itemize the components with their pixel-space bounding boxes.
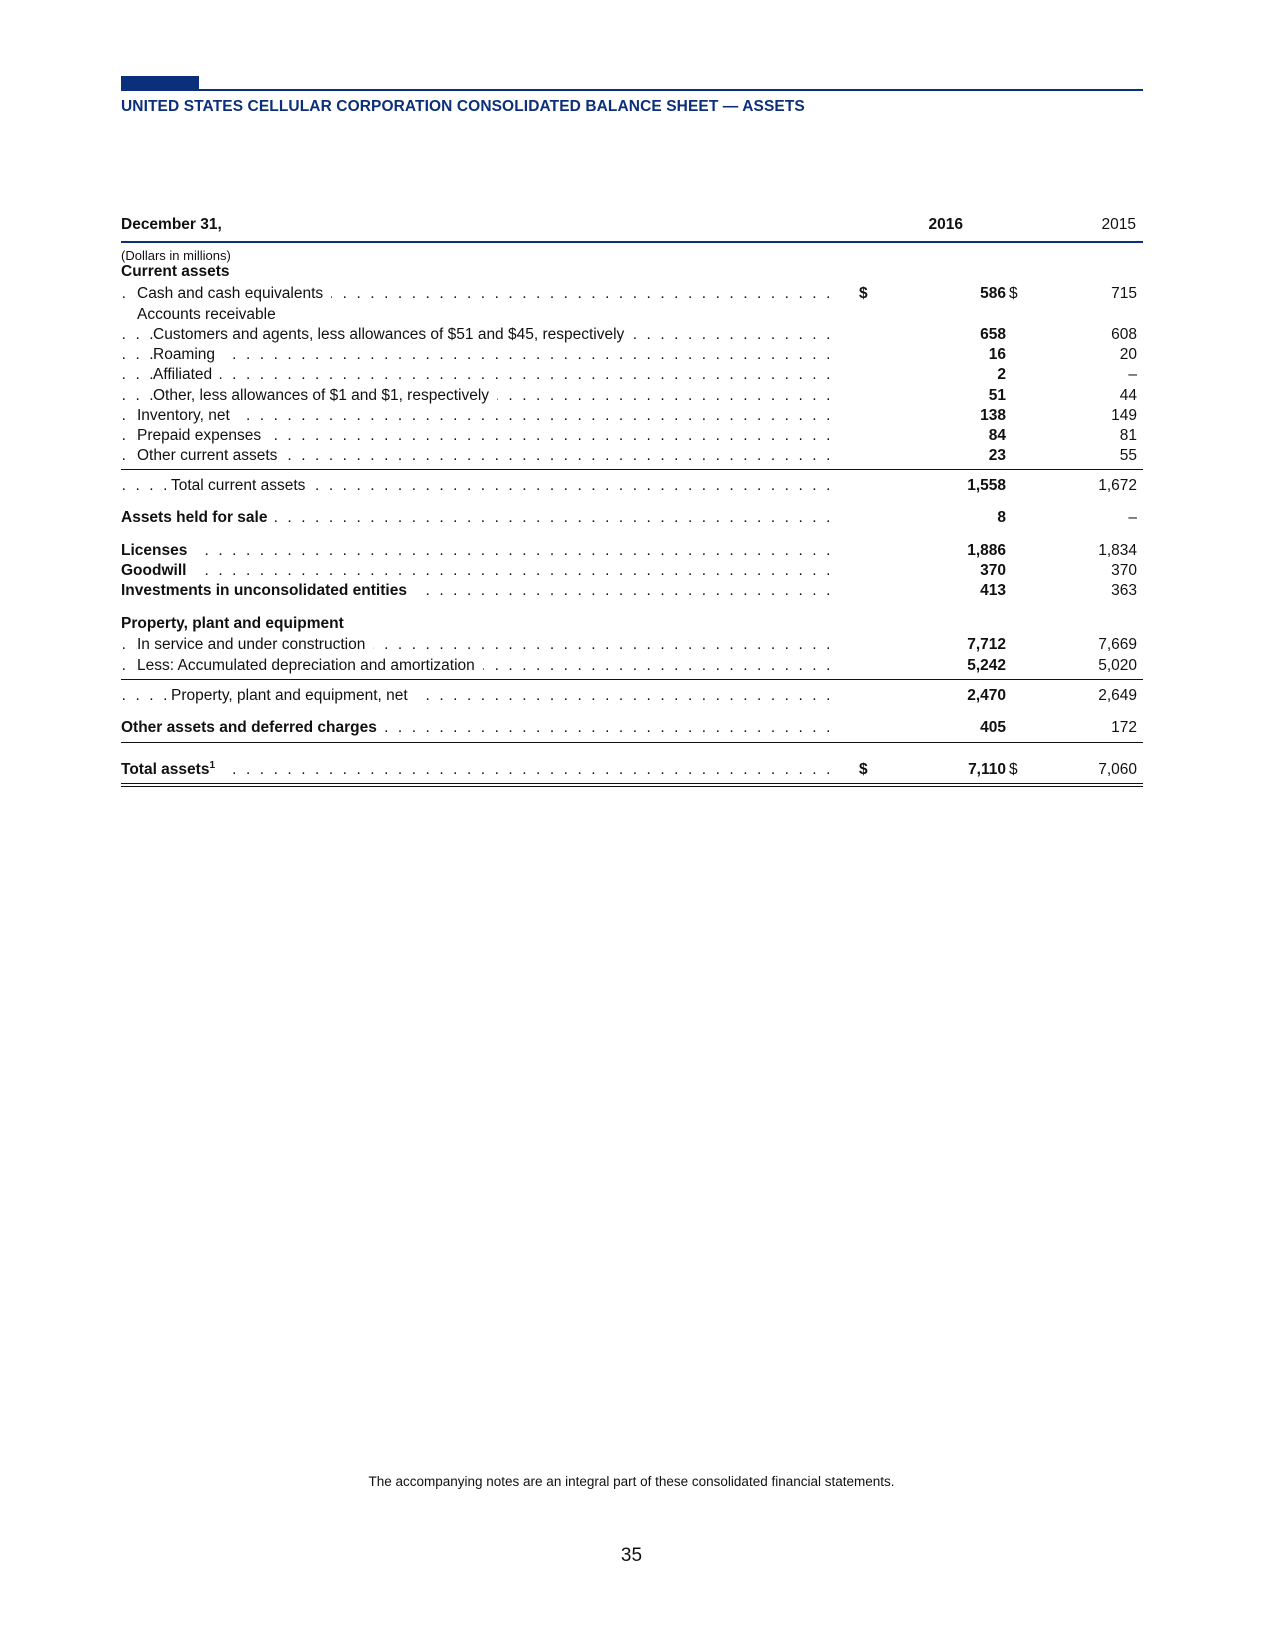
subtotal-rule xyxy=(121,469,1143,470)
footnote-mark: 1 xyxy=(209,760,216,771)
value-2016: 658 xyxy=(980,326,1006,343)
row-label: Investments in unconsolidated entities xyxy=(121,582,415,599)
value-2016: 1,558 xyxy=(967,477,1006,494)
table-row xyxy=(121,760,1143,780)
header-rule xyxy=(121,89,1143,91)
row-label: In service and under construction xyxy=(137,636,373,653)
currency-symbol: $ xyxy=(1009,761,1018,778)
row-label: Inventory, net xyxy=(137,407,238,424)
value-2016: 7,712 xyxy=(967,636,1006,653)
column-header-2015: 2015 xyxy=(1101,216,1136,233)
value-2015: – xyxy=(1128,366,1137,383)
value-2016: 370 xyxy=(980,562,1006,579)
double-rule-bottom xyxy=(121,786,1143,787)
table-row xyxy=(121,446,1143,466)
value-2016: 16 xyxy=(988,346,1006,363)
units-note: (Dollars in millions) xyxy=(121,248,231,263)
header-accent-block xyxy=(121,76,199,90)
row-label: Accounts receivable xyxy=(137,306,284,323)
value-2015: 1,672 xyxy=(1098,477,1137,494)
page-title: UNITED STATES CELLULAR CORPORATION CONSOLIDATED BALANCE SHEET — ASSETS xyxy=(121,98,805,115)
value-2015: 44 xyxy=(1119,387,1137,404)
value-2015: 363 xyxy=(1111,582,1137,599)
row-label: Roaming xyxy=(153,346,223,363)
value-2015: 7,669 xyxy=(1098,636,1137,653)
date-column-label: December 31, xyxy=(121,216,222,233)
value-2016: 413 xyxy=(980,582,1006,599)
row-label: Other assets and deferred charges xyxy=(121,719,385,736)
value-2016: 2 xyxy=(997,366,1006,383)
currency-symbol: $ xyxy=(859,285,868,302)
ppe-heading: Property, plant and equipment xyxy=(121,615,344,632)
value-2015: 1,834 xyxy=(1098,542,1137,559)
value-2016: 84 xyxy=(988,427,1006,444)
table-row xyxy=(121,406,1143,426)
row-label: Total current assets xyxy=(171,477,313,494)
page-number: 35 xyxy=(620,1545,643,1566)
value-2016: 2,470 xyxy=(967,687,1006,704)
table-row xyxy=(121,305,1143,325)
value-2016: 23 xyxy=(988,447,1006,464)
row-label: Other current assets xyxy=(137,447,285,464)
value-2015: 7,060 xyxy=(1098,761,1137,778)
value-2016: 8 xyxy=(997,509,1006,526)
current-assets-heading: Current assets xyxy=(121,263,230,280)
value-2016: 5,242 xyxy=(967,657,1006,674)
value-2016: 7,110 xyxy=(968,761,1006,778)
currency-symbol: $ xyxy=(1009,285,1018,302)
value-2015: 5,020 xyxy=(1098,657,1137,674)
value-2015: 20 xyxy=(1119,346,1137,363)
column-header-2016: 2016 xyxy=(928,216,963,233)
row-label: Cash and cash equivalents xyxy=(137,285,331,302)
table-row xyxy=(121,581,1143,601)
table-row xyxy=(121,365,1143,385)
value-2015: 55 xyxy=(1119,447,1137,464)
row-label: Prepaid expenses xyxy=(137,427,269,444)
row-label: Licenses xyxy=(121,542,195,559)
value-2015: – xyxy=(1128,509,1137,526)
double-rule-top xyxy=(121,783,1143,784)
value-2016: 1,886 xyxy=(967,542,1006,559)
value-2015: 2,649 xyxy=(1098,687,1137,704)
value-2015: 172 xyxy=(1111,719,1137,736)
value-2015: 149 xyxy=(1111,407,1137,424)
table-row xyxy=(121,508,1143,528)
table-row xyxy=(121,561,1143,581)
table-row xyxy=(121,718,1143,738)
value-2016: 51 xyxy=(988,387,1006,404)
table-row xyxy=(121,386,1143,406)
row-label: Customers and agents, less allowances of $51 and $45, respectively xyxy=(153,326,632,343)
subtotal-rule xyxy=(121,679,1143,680)
currency-symbol: $ xyxy=(859,761,868,778)
table-row xyxy=(121,686,1143,706)
total-rule xyxy=(121,742,1143,743)
value-2015: 370 xyxy=(1111,562,1137,579)
header-divider xyxy=(121,241,1143,243)
value-2016: 405 xyxy=(980,719,1006,736)
footer-note: The accompanying notes are an integral part of these consolidated financial statements. xyxy=(368,1474,895,1489)
value-2015: 81 xyxy=(1119,427,1137,444)
value-2016: 138 xyxy=(980,407,1006,424)
table-row xyxy=(121,656,1143,676)
table-row xyxy=(121,476,1143,496)
table-row xyxy=(121,541,1143,561)
row-label: Total assets xyxy=(121,761,210,778)
row-label: Affiliated xyxy=(153,366,220,383)
table-row xyxy=(121,635,1143,655)
table-row xyxy=(121,345,1143,365)
row-label: Less: Accumulated depreciation and amortization xyxy=(137,657,483,674)
value-2015: 608 xyxy=(1111,326,1137,343)
table-row xyxy=(121,325,1143,345)
row-label: Property, plant and equipment, net xyxy=(171,687,416,704)
table-row xyxy=(121,426,1143,446)
row-label: Assets held for sale xyxy=(121,509,275,526)
value-2015: 715 xyxy=(1111,285,1137,302)
table-row xyxy=(121,284,1143,304)
row-label: Other, less allowances of $1 and $1, respectively xyxy=(153,387,497,404)
value-2016: 586 xyxy=(980,285,1006,302)
row-label: Goodwill xyxy=(121,562,194,579)
